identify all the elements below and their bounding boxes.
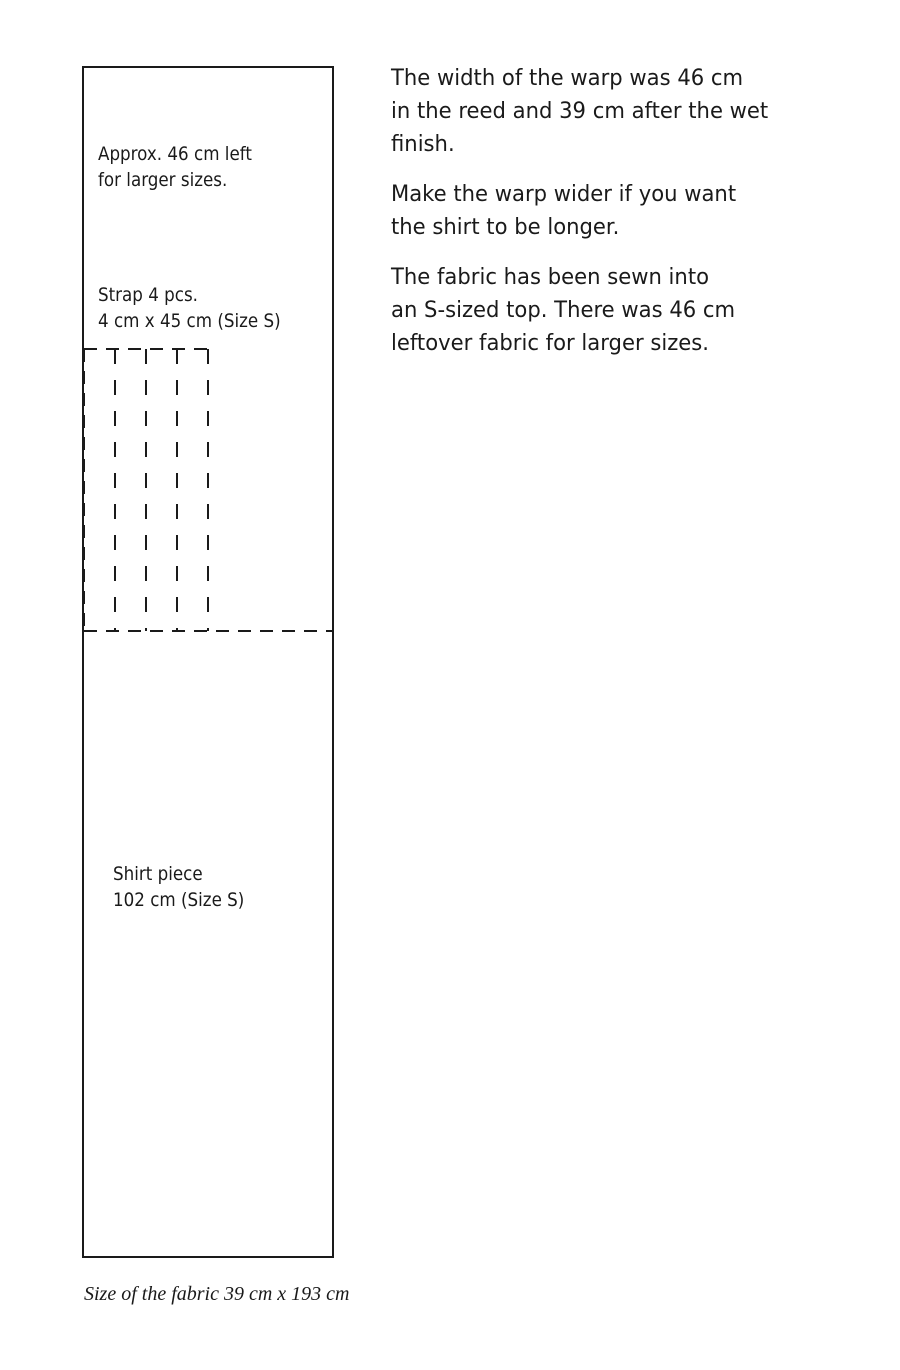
note-line: in the reed and 39 cm after the wet xyxy=(391,99,769,124)
note-line: finish. xyxy=(391,132,455,157)
note-sewn-top xyxy=(391,261,794,360)
notes-column xyxy=(391,62,811,377)
shirt-piece-label-line-1: Shirt piece xyxy=(113,863,203,885)
leftover-label-line-2: for larger sizes. xyxy=(98,169,228,191)
note-line: an S-sized top. There was 46 cm xyxy=(391,298,736,323)
strap-label xyxy=(98,282,281,334)
note-line: the shirt to be longer. xyxy=(391,215,620,240)
note-line: leftover fabric for larger sizes. xyxy=(391,331,710,356)
leftover-label xyxy=(98,141,252,193)
strap-cut-lines xyxy=(84,349,208,631)
shirt-piece-label xyxy=(113,861,244,913)
shirt-piece-label-line-2: 102 cm (Size S) xyxy=(113,889,245,911)
note-warp-width xyxy=(391,62,794,161)
note-line: The width of the warp was 46 cm xyxy=(391,66,744,91)
strap-label-line-1: Strap 4 pcs. xyxy=(98,284,199,306)
note-line: Make the warp wider if you want xyxy=(391,182,737,207)
fabric-size-caption: Size of the fabric 39 cm x 193 cm xyxy=(84,1283,350,1305)
fabric-outline xyxy=(83,67,333,1257)
note-line: The fabric has been sewn into xyxy=(391,265,710,290)
leftover-label-line-1: Approx. 46 cm left xyxy=(98,143,252,165)
note-warp-wider xyxy=(391,178,794,244)
strap-label-line-2: 4 cm x 45 cm (Size S) xyxy=(98,310,281,332)
